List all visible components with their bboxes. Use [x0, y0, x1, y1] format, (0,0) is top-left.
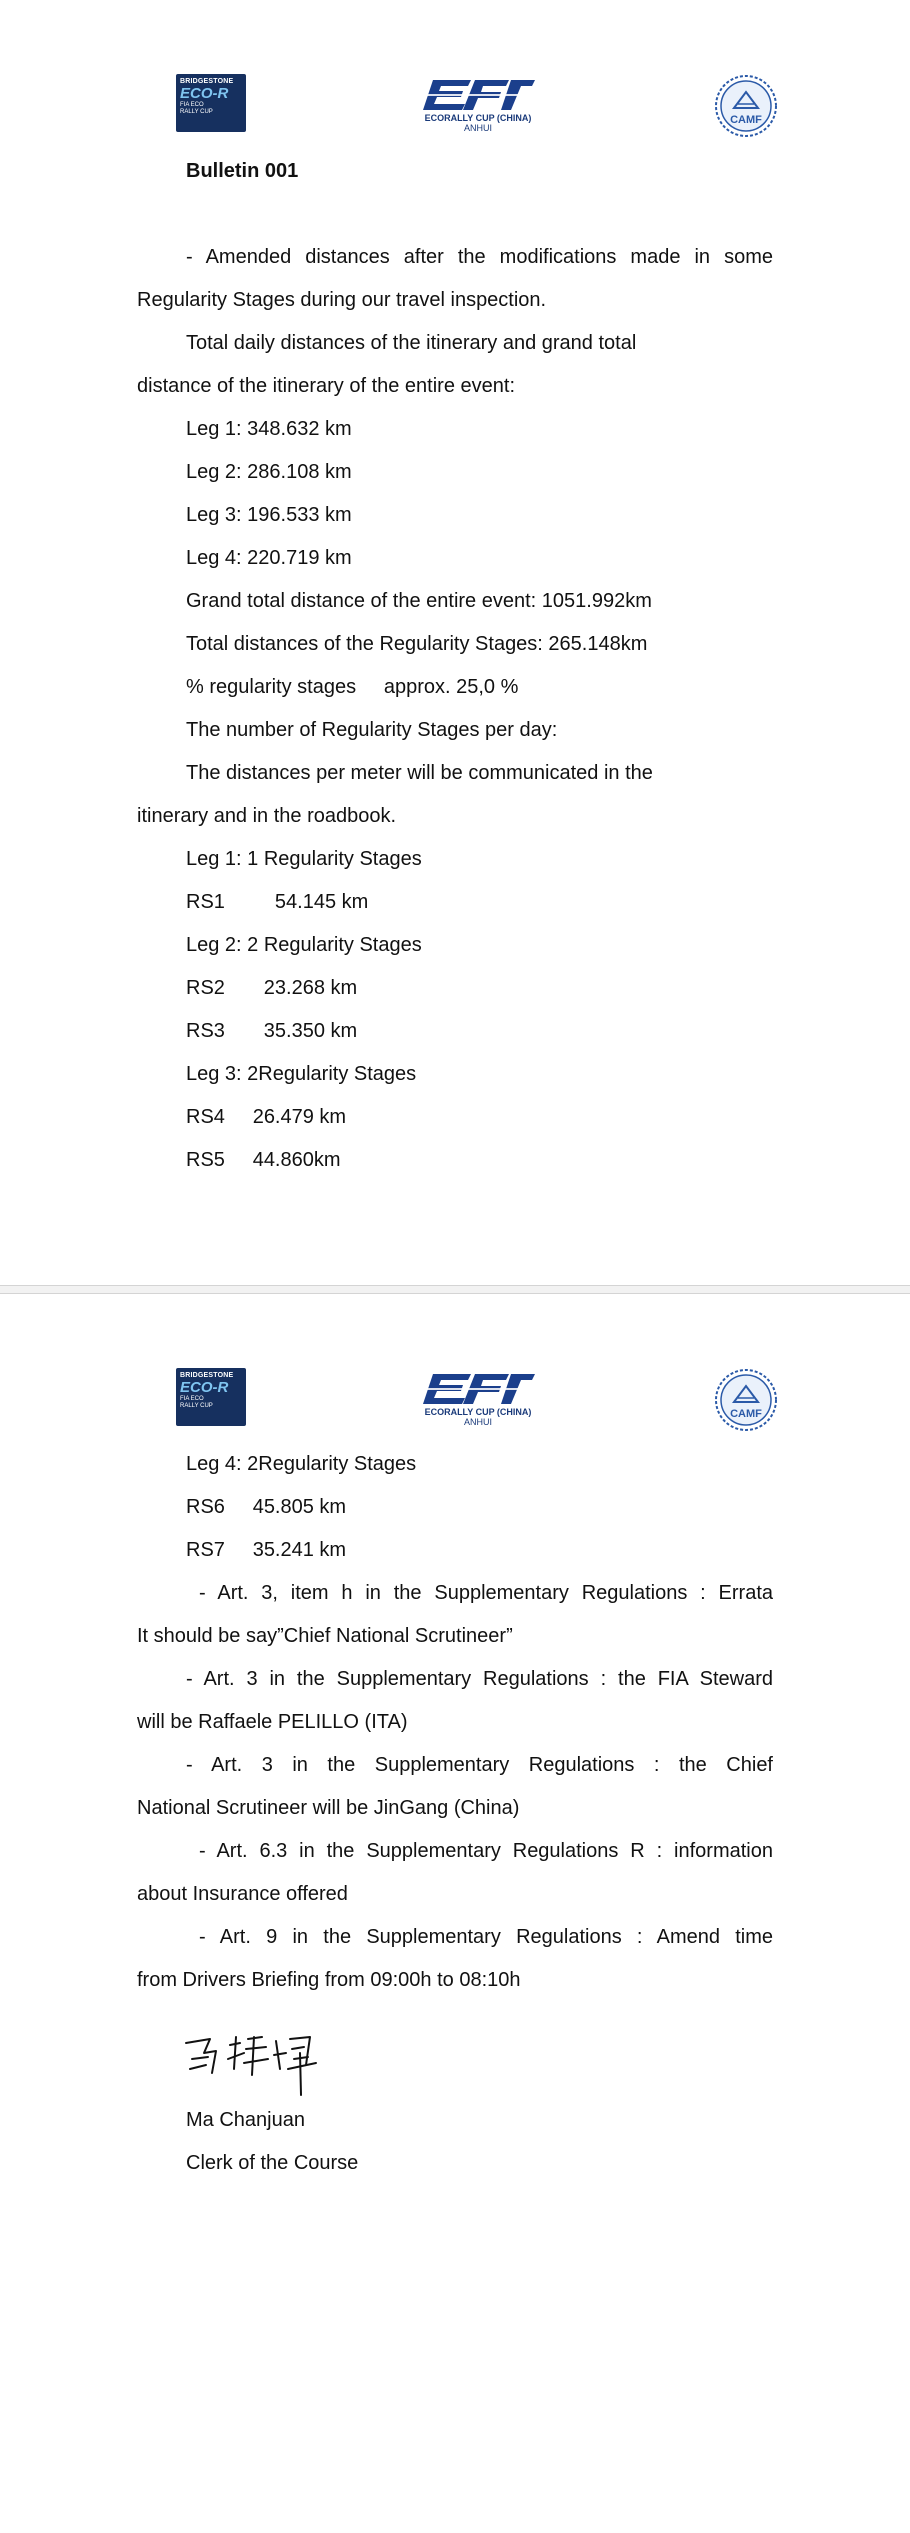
camf-logo — [714, 1368, 778, 1432]
handwritten-signature — [182, 2029, 352, 2099]
amendment-line: - Art. 3 in the Supplementary Regulations : the FIA Steward — [186, 1668, 773, 1690]
amendment-line: from Drivers Briefing from 09:00h to 08:10h — [137, 1969, 521, 1991]
signatory-title: Clerk of the Course — [186, 2152, 359, 2174]
logo-product-text: ECO-R — [180, 85, 229, 102]
logo-event-location: ANHUI — [463, 123, 492, 133]
amendment-line: - Art. 6.3 in the Supplementary Regulations R : information — [199, 1840, 773, 1862]
paragraph-line: The number of Regularity Stages per day: — [186, 719, 558, 741]
amendment-line: It should be say”Chief National Scrutineer” — [137, 1625, 513, 1647]
leg-stages-heading: Leg 4: 2Regularity Stages — [186, 1453, 417, 1475]
amendment-line: National Scrutineer will be JinGang (China) — [137, 1797, 520, 1819]
leg-distance: Leg 1: 348.632 km — [186, 418, 352, 440]
regularity-stage: RS2 23.268 km — [186, 977, 358, 999]
regularity-stage: RS7 35.241 km — [186, 1539, 347, 1561]
regularity-total-distance: Total distances of the Regularity Stages: 265.148km — [186, 633, 648, 655]
camf-logo-text: CAMF — [730, 114, 762, 126]
paragraph-line: distance of the itinerary of the entire event: — [137, 375, 515, 397]
paragraph-line: Regularity Stages during our travel inspection. — [137, 289, 547, 311]
regularity-stage: RS6 45.805 km — [186, 1496, 347, 1518]
leg-distance: Leg 4: 220.719 km — [186, 547, 352, 569]
grand-total-distance: Grand total distance of the entire event: 1051.992km — [186, 590, 652, 612]
camf-logo — [714, 74, 778, 138]
regularity-percentage: % regularity stages approx. 25,0 % — [186, 676, 519, 698]
paragraph-line: Total daily distances of the itinerary and grand total — [186, 332, 637, 354]
bulletin-body-continued — [137, 1443, 773, 2002]
paragraph-line: The distances per meter will be communicated in the — [186, 762, 653, 784]
blank-line — [137, 193, 773, 236]
leg-distance: Leg 2: 286.108 km — [186, 461, 352, 483]
leg-stages-heading: Leg 2: 2 Regularity Stages — [186, 934, 422, 956]
amendment-line: - Art. 9 in the Supplementary Regulations : Amend time — [199, 1926, 773, 1948]
leg-stages-heading: Leg 1: 1 Regularity Stages — [186, 848, 422, 870]
paragraph-line: - Amended distances after the modifications made in some — [186, 246, 773, 268]
leg-distance: Leg 3: 196.533 km — [186, 504, 352, 526]
logo-brand-text: BRIDGESTONE — [180, 1372, 234, 1379]
leg-stages-heading: Leg 3: 2Regularity Stages — [186, 1063, 417, 1085]
regularity-stage: RS3 35.350 km — [186, 1020, 358, 1042]
logo-series-text: FIA ECO — [180, 102, 204, 108]
amendment-line: will be Raffaele PELILLO (ITA) — [137, 1711, 408, 1733]
logo-series-text: FIA ECO — [180, 1396, 204, 1402]
efi-ecorally-cup-logo — [414, 1372, 542, 1434]
logo-event-location: ANHUI — [463, 1417, 492, 1427]
page-header — [0, 74, 910, 144]
amendment-line: - Art. 3, item h in the Supplementary Regulations : Errata — [199, 1582, 773, 1604]
camf-logo-text: CAMF — [730, 1408, 762, 1420]
bridgestone-eco-r-logo — [176, 74, 246, 132]
page-header — [0, 1368, 910, 1438]
logo-product-text: ECO-R — [180, 1379, 229, 1396]
signatory-name: Ma Chanjuan — [186, 2109, 305, 2131]
bulletin-title: Bulletin 001 — [186, 160, 299, 182]
amendment-line: - Art. 3 in the Supplementary Regulations : the Chief — [186, 1754, 773, 1776]
logo-series-text-2: RALLY CUP — [180, 1403, 213, 1409]
regularity-stage: RS1 54.145 km — [186, 891, 369, 913]
bulletin-body — [137, 150, 773, 1182]
amendment-line: about Insurance offered — [137, 1883, 348, 1905]
efi-ecorally-cup-logo — [414, 78, 542, 140]
logo-series-text-2: RALLY CUP — [180, 109, 213, 115]
regularity-stage: RS4 26.479 km — [186, 1106, 347, 1128]
logo-brand-text: BRIDGESTONE — [180, 78, 234, 85]
bridgestone-eco-r-logo — [176, 1368, 246, 1426]
paragraph-line: itinerary and in the roadbook. — [137, 805, 397, 827]
page-separator — [0, 1285, 910, 1294]
signature-block — [137, 2099, 773, 2185]
logo-event-name: ECORALLY CUP (CHINA) — [424, 113, 532, 123]
efi-logo-mark — [419, 1372, 537, 1406]
document-page-2 — [0, 1294, 910, 2533]
regularity-stage: RS5 44.860km — [186, 1149, 341, 1171]
efi-logo-mark — [419, 78, 537, 112]
logo-event-name: ECORALLY CUP (CHINA) — [424, 1407, 532, 1417]
